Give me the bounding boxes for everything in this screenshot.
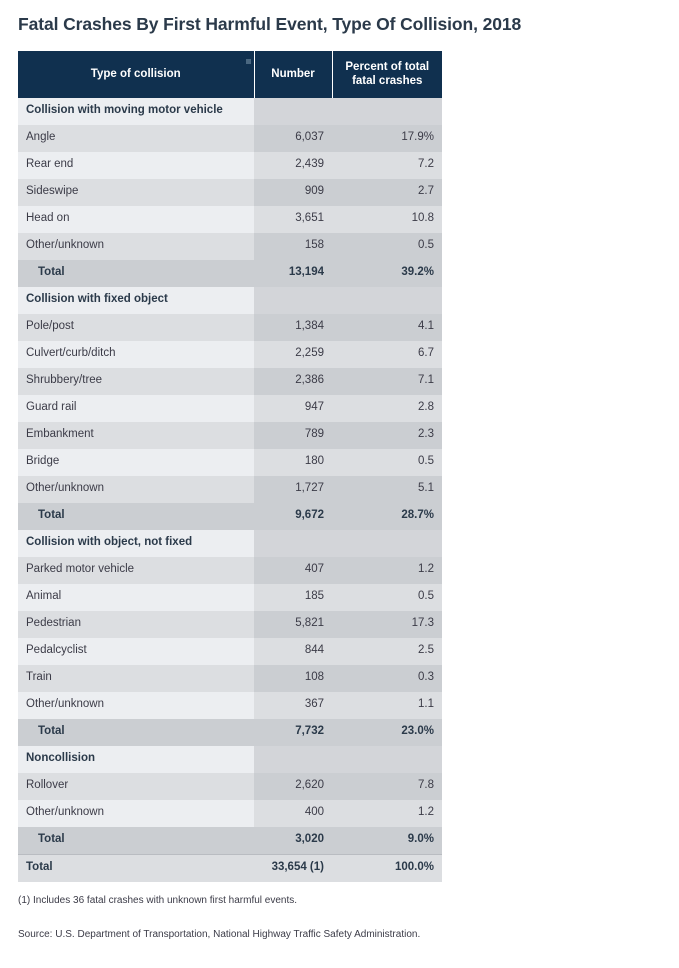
row-label: Total (18, 719, 254, 746)
row-percent: 1.2 (332, 800, 442, 827)
row-percent: 7.8 (332, 773, 442, 800)
row-number: 407 (254, 557, 332, 584)
row-label: Angle (18, 125, 254, 152)
footnote: (1) Includes 36 fatal crashes with unknown first harmful events. (18, 894, 298, 906)
row-label: Embankment (18, 422, 254, 449)
row-percent: 4.1 (332, 314, 442, 341)
row-percent: 7.2 (332, 152, 442, 179)
row-number: 7,732 (254, 719, 332, 746)
row-label: Other/unknown (18, 233, 254, 260)
row-percent: 0.5 (332, 449, 442, 476)
row-number (254, 98, 332, 125)
row-percent: 2.7 (332, 179, 442, 206)
row-percent: 23.0% (332, 719, 442, 746)
row-label: Culvert/curb/ditch (18, 341, 254, 368)
table-row (18, 368, 442, 395)
column-header-number: Number (254, 51, 332, 98)
table-row (18, 746, 442, 773)
row-number: 9,672 (254, 503, 332, 530)
table-header (18, 51, 442, 98)
row-number: 158 (254, 233, 332, 260)
column-header-type-of-collision-label: Type of collision (90, 68, 181, 81)
row-percent: 17.3 (332, 611, 442, 638)
row-number: 1,384 (254, 314, 332, 341)
row-label: Pedestrian (18, 611, 254, 638)
table-row (18, 719, 442, 746)
row-number: 108 (254, 665, 332, 692)
table-row (18, 206, 442, 233)
row-percent: 0.5 (332, 584, 442, 611)
table-row (18, 827, 442, 855)
table-row (18, 530, 442, 557)
row-label: Other/unknown (18, 692, 254, 719)
row-number: 5,821 (254, 611, 332, 638)
table-row (18, 233, 442, 260)
row-label: Total (18, 854, 254, 882)
row-number: 1,727 (254, 476, 332, 503)
row-percent: 100.0% (332, 854, 442, 882)
row-number: 2,620 (254, 773, 332, 800)
row-percent: 9.0% (332, 827, 442, 855)
row-label: Parked motor vehicle (18, 557, 254, 584)
table-row (18, 584, 442, 611)
row-percent: 1.2 (332, 557, 442, 584)
row-number: 2,386 (254, 368, 332, 395)
row-label: Guard rail (18, 395, 254, 422)
row-label: Collision with object, not fixed (18, 530, 254, 557)
source-note: Source: U.S. Department of Transportation, National Highway Traffic Safety Administration. (18, 928, 421, 940)
table-row (18, 800, 442, 827)
row-label: Animal (18, 584, 254, 611)
row-number: 185 (254, 584, 332, 611)
row-percent (332, 287, 442, 314)
table-row (18, 611, 442, 638)
row-percent (332, 98, 442, 125)
row-label: Rollover (18, 773, 254, 800)
row-percent (332, 746, 442, 773)
row-percent: 28.7% (332, 503, 442, 530)
row-label: Pedalcyclist (18, 638, 254, 665)
sort-marker-icon (246, 59, 251, 64)
row-label: Sideswipe (18, 179, 254, 206)
row-percent: 2.8 (332, 395, 442, 422)
table-row (18, 314, 442, 341)
table-row (18, 422, 442, 449)
row-percent (332, 530, 442, 557)
row-number: 2,439 (254, 152, 332, 179)
column-header-type-of-collision (18, 51, 254, 98)
row-number: 789 (254, 422, 332, 449)
table-row (18, 665, 442, 692)
row-percent: 5.1 (332, 476, 442, 503)
table-row (18, 98, 442, 125)
table-row (18, 260, 442, 287)
table-row (18, 773, 442, 800)
row-number: 400 (254, 800, 332, 827)
fatal-crashes-table (18, 51, 442, 882)
page-title: Fatal Crashes By First Harmful Event, Type Of Collision, 2018 (18, 14, 522, 34)
row-number: 33,654 (1) (254, 854, 332, 882)
row-percent: 7.1 (332, 368, 442, 395)
row-percent: 6.7 (332, 341, 442, 368)
row-number (254, 530, 332, 557)
table-row (18, 179, 442, 206)
row-number: 909 (254, 179, 332, 206)
row-label: Other/unknown (18, 800, 254, 827)
row-label: Noncollision (18, 746, 254, 773)
row-percent: 39.2% (332, 260, 442, 287)
table-row (18, 638, 442, 665)
row-number (254, 287, 332, 314)
table-body (18, 98, 442, 882)
row-label: Head on (18, 206, 254, 233)
column-header-percent: Percent of total fatal crashes (332, 51, 442, 98)
row-number: 367 (254, 692, 332, 719)
row-label: Bridge (18, 449, 254, 476)
table-row (18, 503, 442, 530)
table-row (18, 476, 442, 503)
row-label: Collision with fixed object (18, 287, 254, 314)
row-percent: 1.1 (332, 692, 442, 719)
row-label: Collision with moving motor vehicle (18, 98, 254, 125)
row-label: Total (18, 827, 254, 855)
row-number: 2,259 (254, 341, 332, 368)
row-label: Other/unknown (18, 476, 254, 503)
table-row (18, 692, 442, 719)
row-number: 13,194 (254, 260, 332, 287)
row-label: Total (18, 260, 254, 287)
row-percent: 17.9% (332, 125, 442, 152)
row-label: Train (18, 665, 254, 692)
table-row (18, 287, 442, 314)
table-row (18, 125, 442, 152)
row-number: 844 (254, 638, 332, 665)
row-number: 947 (254, 395, 332, 422)
row-label: Pole/post (18, 314, 254, 341)
row-percent: 0.5 (332, 233, 442, 260)
row-label: Total (18, 503, 254, 530)
row-number (254, 746, 332, 773)
row-label: Rear end (18, 152, 254, 179)
row-percent: 2.3 (332, 422, 442, 449)
row-label: Shrubbery/tree (18, 368, 254, 395)
row-number: 6,037 (254, 125, 332, 152)
table-row (18, 557, 442, 584)
table-row (18, 449, 442, 476)
table-row (18, 395, 442, 422)
table-row (18, 854, 442, 882)
row-percent: 10.8 (332, 206, 442, 233)
table-row (18, 152, 442, 179)
table-header-row (18, 51, 442, 98)
row-percent: 2.5 (332, 638, 442, 665)
row-number: 3,651 (254, 206, 332, 233)
table-row (18, 341, 442, 368)
row-number: 180 (254, 449, 332, 476)
row-number: 3,020 (254, 827, 332, 855)
row-percent: 0.3 (332, 665, 442, 692)
